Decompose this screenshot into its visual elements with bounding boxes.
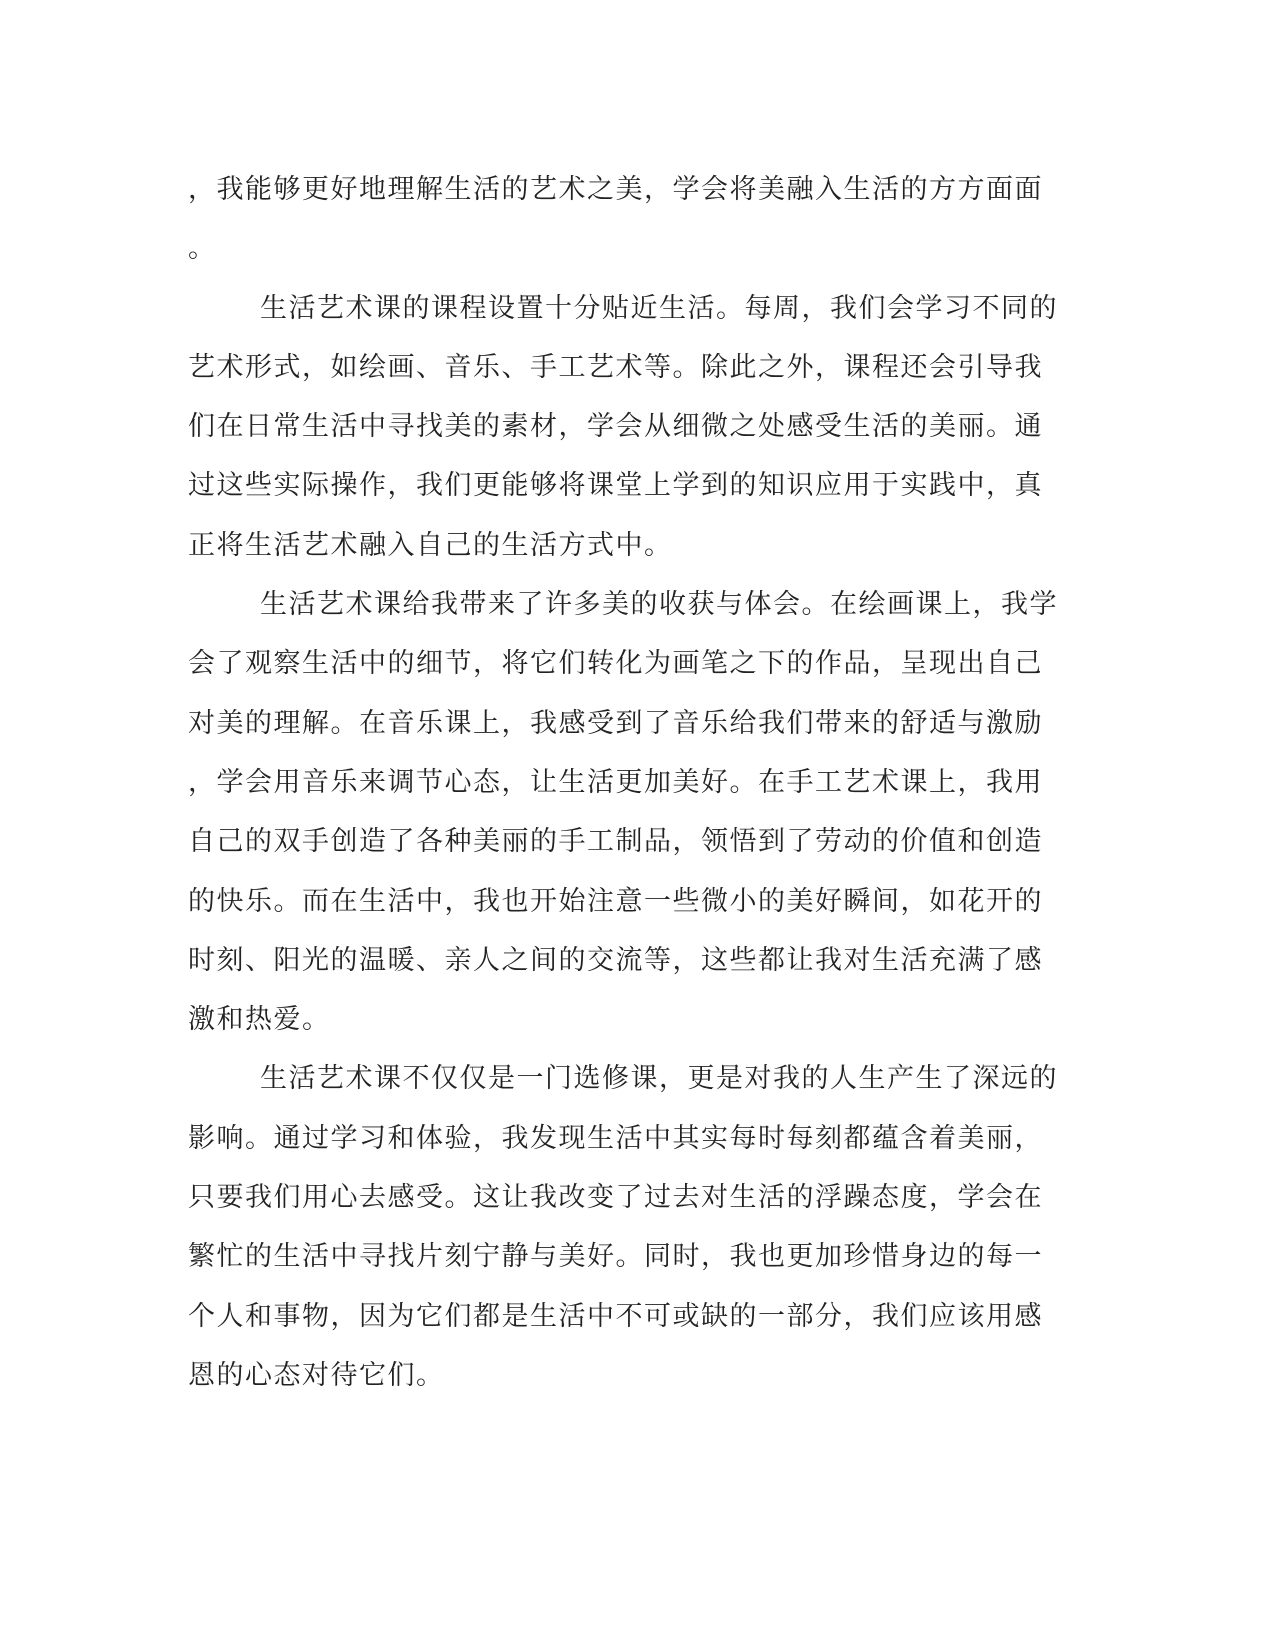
text-line: ，学会用音乐来调节心态，让生活更加美好。在手工艺术课上，我用	[188, 766, 1043, 798]
text-line: 个人和事物，因为它们都是生活中不可或缺的一部分，我们应该用感	[188, 1300, 1043, 1332]
text-line: 激和热爱。	[188, 1004, 331, 1036]
text-line: 影响。通过学习和体验，我发现生活中其实每时每刻都蕴含着美丽，	[188, 1122, 1043, 1154]
document-body	[188, 160, 1068, 1405]
text-line: 们在日常生活中寻找美的素材，学会从细微之处感受生活的美丽。通	[188, 411, 1043, 443]
text-line: ，我能够更好地理解生活的艺术之美，学会将美融入生活的方方面面	[188, 174, 1043, 205]
text-line: 会了观察生活中的细节，将它们转化为画笔之下的作品，呈现出自己	[188, 648, 1043, 680]
text-line: 对美的理解。在音乐课上，我感受到了音乐给我们带来的舒适与激励	[188, 707, 1043, 739]
paragraph-first-line: 生活艺术课的课程设置十分贴近生活。每周，我们会学习不同的	[260, 292, 1058, 324]
text-line: 时刻、阳光的温暖、亲人之间的交流等，这些都让我对生活充满了感	[188, 944, 1043, 976]
paragraph-first-line: 生活艺术课给我带来了许多美的收获与体会。在绘画课上，我学	[260, 589, 1058, 621]
text-line: 繁忙的生活中寻找片刻宁静与美好。同时，我也更加珍惜身边的每一	[188, 1241, 1043, 1273]
text-line: 艺术形式，如绘画、音乐、手工艺术等。除此之外，课程还会引导我	[188, 351, 1043, 383]
text-line: 过这些实际操作，我们更能够将课堂上学到的知识应用于实践中，真	[188, 470, 1043, 502]
text-line: 自己的双手创造了各种美丽的手工制品，领悟到了劳动的价值和创造	[188, 826, 1043, 858]
paragraph-first-line: 生活艺术课不仅仅是一门选修课，更是对我的人生产生了深远的	[260, 1063, 1058, 1095]
text-line: 的快乐。而在生活中，我也开始注意一些微小的美好瞬间，如花开的	[188, 885, 1043, 917]
text-line: 只要我们用心去感受。这让我改变了过去对生活的浮躁态度，学会在	[188, 1182, 1043, 1214]
text-line: 正将生活艺术融入自己的生活方式中。	[188, 529, 673, 561]
text-line: 恩的心态对待它们。	[188, 1359, 445, 1391]
text-line: 。	[188, 233, 217, 265]
